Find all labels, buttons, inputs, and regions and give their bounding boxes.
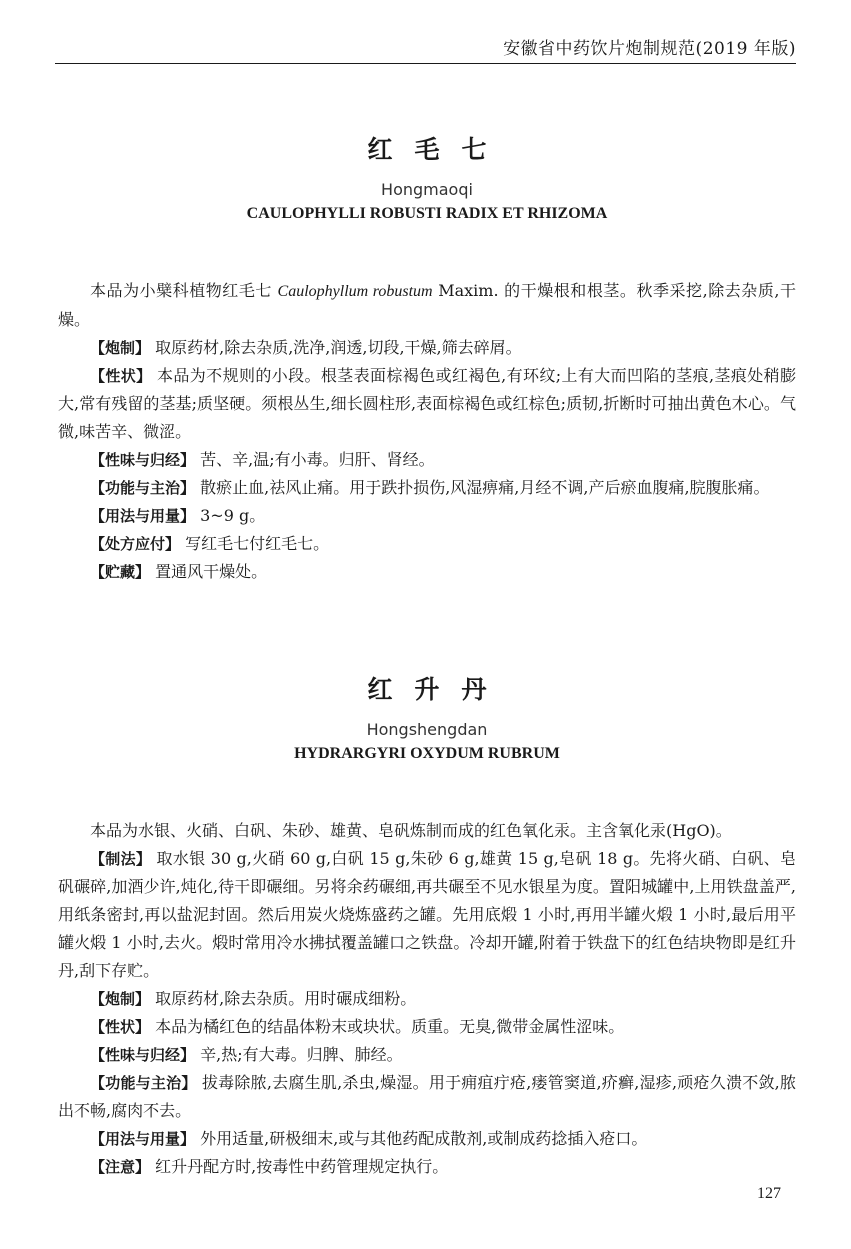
section-description (58, 1013, 796, 1041)
section-property-meridian (58, 446, 796, 474)
section-processing (58, 985, 796, 1013)
section-label: 【性状】 (90, 1018, 151, 1036)
intro-text: Maxim. 的干燥根和根茎。秋季采挖,除去杂质,干燥。 (58, 281, 796, 329)
entry-pinyin: Hongshengdan (366, 720, 488, 739)
section-label: 【功能与主治】 (90, 479, 196, 497)
section-label: 【用法与用量】 (90, 507, 196, 525)
section-storage (58, 558, 796, 586)
entry-intro (58, 277, 796, 334)
section-text: 置通风干燥处。 (155, 562, 268, 581)
section-text: 取水银 30 g,火硝 60 g,白矾 15 g,朱砂 6 g,雄黄 15 g,皂矾 18 g。先将火硝、白矾、皂矾碾碎,加酒少许,炖化,待干即碾细。另将余药碾细,再共碾至不见水银星为度。置阳城罐中,上用铁盘盖严,用纸条密封,再以盐泥封固。然后用炭火烧炼盛药之罐。先用底煅 1 小时,再用半罐火煅 1 小时,最后用平罐火煅 1 小时,去火。煅时常用冷水拂拭覆盖罐口之铁盘。冷却开罐,附着于铁盘下的红色结块物即是红升丹,刮下存贮。 (58, 849, 796, 980)
entry-body (58, 277, 796, 586)
section-text: 取原药材,除去杂质。用时碾成细粉。 (155, 989, 417, 1008)
section-text: 外用适量,研极细末,或与其他药配成散剂,或制成药捻插入疮口。 (200, 1129, 648, 1148)
section-text: 本品为不规则的小段。根茎表面棕褐色或红褐色,有环纹;上有大而凹陷的茎痕,茎痕处稍膨大,常有残留的茎基;质坚硬。须根丛生,细长圆柱形,表面棕褐色或红棕色;质韧,折断时可抽出黄色木心。气微,味苦辛、微涩。 (58, 366, 796, 441)
section-text: 拔毒除脓,去腐生肌,杀虫,燥湿。用于痈疽疔疮,瘘管窦道,疥癣,湿疹,顽疮久溃不敛,脓出不畅,腐肉不去。 (58, 1073, 796, 1120)
header-rule (55, 63, 796, 64)
running-head: 安徽省中药饮片炮制规范(2019 年版) (503, 39, 796, 59)
section-processing (58, 334, 796, 362)
section-property-meridian (58, 1041, 796, 1069)
section-dosage (58, 502, 796, 530)
section-label: 【注意】 (90, 1158, 151, 1176)
section-label: 【用法与用量】 (90, 1130, 196, 1148)
entry-title: 红升丹 (367, 675, 509, 704)
section-preparation (58, 845, 796, 985)
section-text: 散瘀止血,祛风止痛。用于跌扑损伤,风湿痹痛,月经不调,产后瘀血腹痛,脘腹胀痛。 (200, 478, 770, 497)
section-label: 【炮制】 (90, 339, 151, 357)
entry-intro: 本品为水银、火硝、白矾、朱砂、雄黄、皂矾炼制而成的红色氧化汞。主含氧化汞(HgO)。 (90, 821, 732, 840)
section-actions-indications (58, 1069, 796, 1125)
intro-text: 本品为小檗科植物红毛七 (90, 281, 278, 300)
section-text: 取原药材,除去杂质,洗净,润透,切段,干燥,筛去碎屑。 (155, 338, 522, 357)
monograph-entry-hongmaoqi (58, 130, 796, 586)
section-label: 【性味与归经】 (90, 1046, 196, 1064)
monograph-entry-hongshengdan (58, 670, 796, 1181)
section-text: 本品为橘红色的结晶体粉末或块状。质重。无臭,微带金属性涩味。 (155, 1017, 625, 1036)
section-label: 【处方应付】 (90, 535, 181, 553)
section-label: 【炮制】 (90, 990, 151, 1008)
section-label: 【性状】 (90, 367, 152, 385)
section-prescription (58, 530, 796, 558)
section-caution (58, 1153, 796, 1181)
section-description (58, 362, 796, 446)
entry-pinyin: Hongmaoqi (381, 180, 473, 199)
section-text: 辛,热;有大毒。归脾、肺经。 (200, 1045, 403, 1064)
page-number: 127 (757, 1185, 781, 1202)
section-text: 红升丹配方时,按毒性中药管理规定执行。 (155, 1157, 449, 1176)
section-label: 【性味与归经】 (90, 451, 196, 469)
section-actions-indications (58, 474, 796, 502)
section-label: 【功能与主治】 (90, 1074, 197, 1092)
section-dosage (58, 1125, 796, 1153)
section-text: 3~9 g。 (200, 506, 266, 525)
entry-latin-name: CAULOPHYLLI ROBUSTI RADIX ET RHIZOMA (246, 205, 608, 222)
entry-latin-name: HYDRARGYRI OXYDUM RUBRUM (294, 745, 560, 762)
entry-body (58, 817, 796, 1181)
section-label: 【贮藏】 (90, 563, 151, 581)
section-label: 【制法】 (90, 850, 152, 868)
entry-title: 红毛七 (367, 135, 509, 164)
section-text: 苦、辛,温;有小毒。归肝、肾经。 (200, 450, 435, 469)
section-text: 写红毛七付红毛七。 (185, 534, 330, 553)
species-name: Caulophyllum robustum (277, 283, 433, 300)
